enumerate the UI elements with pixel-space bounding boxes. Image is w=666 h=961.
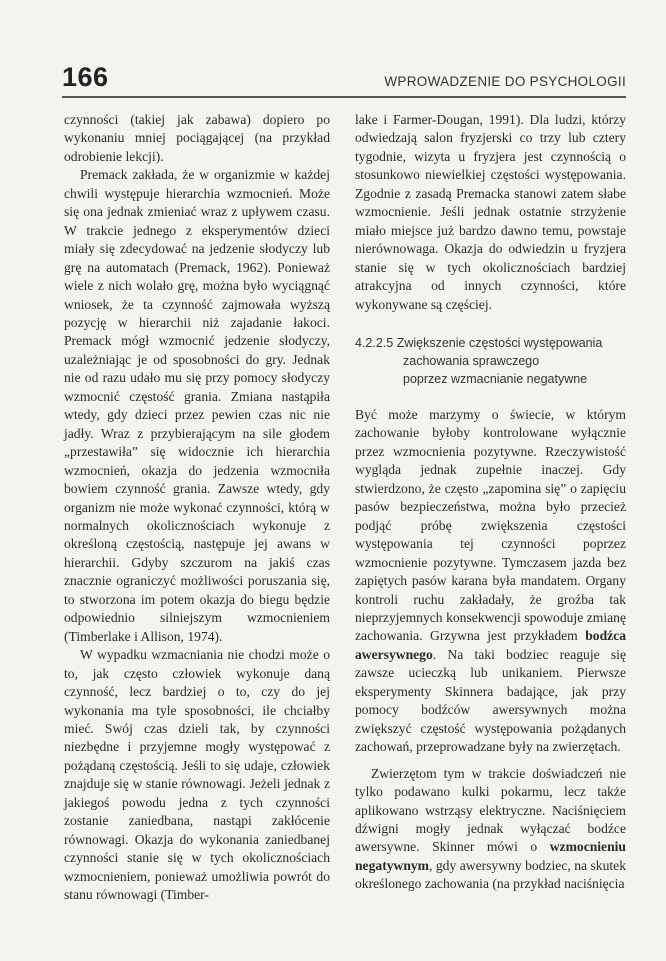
page-number: 166 <box>62 62 109 92</box>
paragraph: Premack zakłada, że w organizmie w każdej chwili występuje hierarchia wzmocnień. Może się ona jednak zmieniać wraz z upływem czasu. W trakcie jednego z eksperymentów dzieci miały się zdecydować na jedzenie słodyczy lub grę na automatach (Premack, 1962). Ponieważ wiele z nich wolało grę, można było wyciągnąć wniosek, że ta czynność zajmowała wyższą pozycję w hierarchii niż zajadanie łakoci. Premack mógł wzmocnić jedzenie słodyczy, uzależniając je od sposobności do gry. Jednak nie od razu udało mu się przy pomocy słodyczy wzmocnić częstość grania. Zmiana nastąpiła wtedy, gdy dzieci przez pewien czas nic nie jadły. Wraz z przybierającym na sile głodem „przestawiła” się widocznie ich hierarchia wzmocnień, okazja do jedzenia wzmocniła bowiem czynność grania. Zawsze wtedy, gdy organizm nie może wykonać czynności, którą w normalnych okolicznościach wykonuje z określoną częstością, następuje jej awans w hierarchii. Gdyby szczurom na jakiś czas znacznie ograniczyć możliwości poruszania się, to stworzona im potem okazja do biegu będzie odpowiednio silniejszym wzmocnieniem (Timberlake i Allison, 1974). <box>64 167 330 644</box>
left-column <box>64 111 330 904</box>
section-heading-line: zachowania sprawczego <box>403 353 540 368</box>
term-bold: bodźca awersywnego <box>355 628 626 662</box>
paragraph: czynności (takiej jak zabawa) dopiero po wykonaniu mniej pociągającej (na przykład odrobienie lekcji). <box>64 112 330 164</box>
paragraph-text: Zwierzętom tym w trakcie doświadczeń nie tylko podawano kulki pokarmu, lecz także aplikowano wstrząsy elektryczne. Naciśnięciem dźwigni mogły jednak wyłączać bodźce awersywne. Skinner mówi o <box>355 765 626 855</box>
paragraph-text: Być może marzymy o świecie, w którym zachowanie byłoby kontrolowane wyłącznie przez wzmocnienia pozytywne. Rzeczywistość wygląda jednak zupełnie inaczej. Gdy stwierdzono, że często „zapomina się” o zapięciu pasów bezpieczeństwa, można było przecież podjąć próbę zwiększenia częstości występowania tej czynności poprzez wzmocnienie pozytywne. Tymczasem jazda bez zapiętych pasów karana była mandatem. Organy kontroli ruchu zakładały, że groźba tak nieprzyjemnych konsekwencji spowoduje zmianę zachowania. Grzywna jest przykładem <box>355 406 626 644</box>
section-heading-line: 4.2.2.5 Zwiększenie częstości występowania <box>355 335 603 350</box>
paragraph <box>355 765 626 894</box>
term-bold: wzmocnieniu negatywnym <box>355 839 626 873</box>
right-column <box>355 111 626 894</box>
paragraph: lake i Farmer-Dougan, 1991). Dla ludzi, którzy odwiedzają salon fryzjerski co trzy lub cztery tygodnie, wizyta u fryzjera jest czynnością o stosunkowo niewielkiej częstości występowania. Zgodnie z zasadą Premacka stanowi zatem słabe wzmocnienie. Jeśli jednak ostatnie strzyżenie miało miejsce już bardzo dawno temu, powstaje nierównowaga. Okazja do odwiedzin u fryzjera stanie się w tych okolicznościach bardziej atrakcyjna od innych czynności, które wykonywane są częściej. <box>355 112 626 312</box>
section-heading-line: poprzez wzmacnianie negatywne <box>403 371 588 386</box>
paragraph-text: . Na taki bodziec reaguje się zawsze ucieczką lub unikaniem. Pierwsze eksperymenty Skinnera badające, jak przy pomocy bodźców awersywnych można zwiększyć częstość występowania pożądanych zachowań, przeprowadzane były na zwierzętach. <box>355 646 626 755</box>
paragraph-text: , gdy awersywny bodziec, na skutek określonego zachowania (na przykład naciśnięcia <box>355 857 626 892</box>
running-title: WPROWADZENIE DO PSYCHOLOGII <box>384 74 626 89</box>
section-heading <box>355 334 626 388</box>
header-rule <box>62 96 626 98</box>
paragraph: W wypadku wzmacniania nie chodzi może o to, jak często człowiek wykonuje daną czynność, lecz bardziej o to, czy do jej wykonania ma tyle sposobności, ile chciałby mieć. Swój czas dzieli tak, by czynności niezbędne i przyjemne mogły występować z pożądaną częstością. Jeśli to się udaje, człowiek znajduje się w stanie równowagi. Jeżeli jednak z jakiegoś powodu jedna z tych czynności zostanie zaniedbana, nastąpi zakłócenie równowagi. Okazja do wykonania zaniedbanej czynności stanie się w tych okolicznościach wzmocnieniem, ponieważ umożliwia powrót do stanu równowagi (Timber- <box>64 647 330 903</box>
paragraph <box>355 406 626 757</box>
